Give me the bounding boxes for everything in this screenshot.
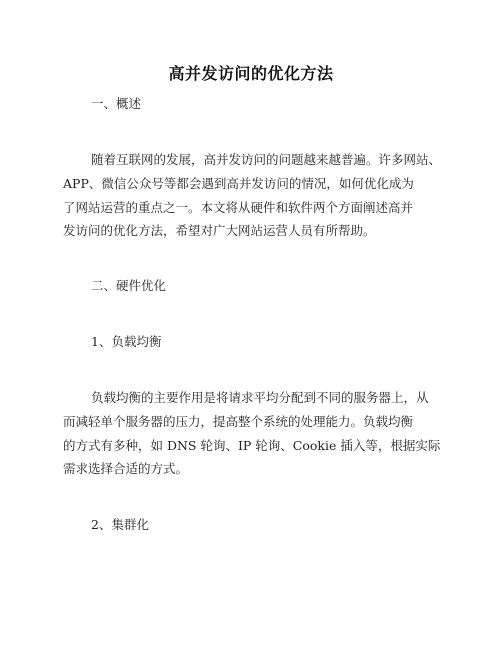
subsection-heading-cluster: 2、集群化: [91, 517, 149, 532]
subsection-heading-load-balance: 1、负载均衡: [91, 334, 162, 349]
paragraph-line: 发访问的优化方法，希望对广大网站运营人员有所帮助。: [63, 223, 376, 238]
section-heading-overview: 一、概述: [91, 96, 142, 111]
paragraph-line: 负载均衡的主要作用是将请求平均分配到不同的服务器上，从: [91, 390, 429, 405]
section-heading-hardware: 二、硬件优化: [91, 278, 167, 293]
document-title: 高并发访问的优化方法: [168, 64, 334, 83]
paragraph-line: 需求选择合适的方式。: [63, 461, 189, 476]
paragraph-line: 随着互联网的发展，高并发访问的问题越来越普遍。许多网站、: [91, 152, 442, 167]
paragraph-line: 的方式有多种，如 DNS 轮询、IP 轮询、Cookie 插入等，根据实际: [63, 438, 441, 453]
paragraph-line: 而减轻单个服务器的压力，提高整个系统的处理能力。负载均衡: [63, 414, 414, 429]
paragraph-line: 了网站运营的重点之一。本文将从硬件和软件两个方面阐述高并: [63, 200, 414, 215]
paragraph-line: APP、微信公众号等都会遇到高并发访问的情况，如何优化成为: [63, 176, 414, 191]
